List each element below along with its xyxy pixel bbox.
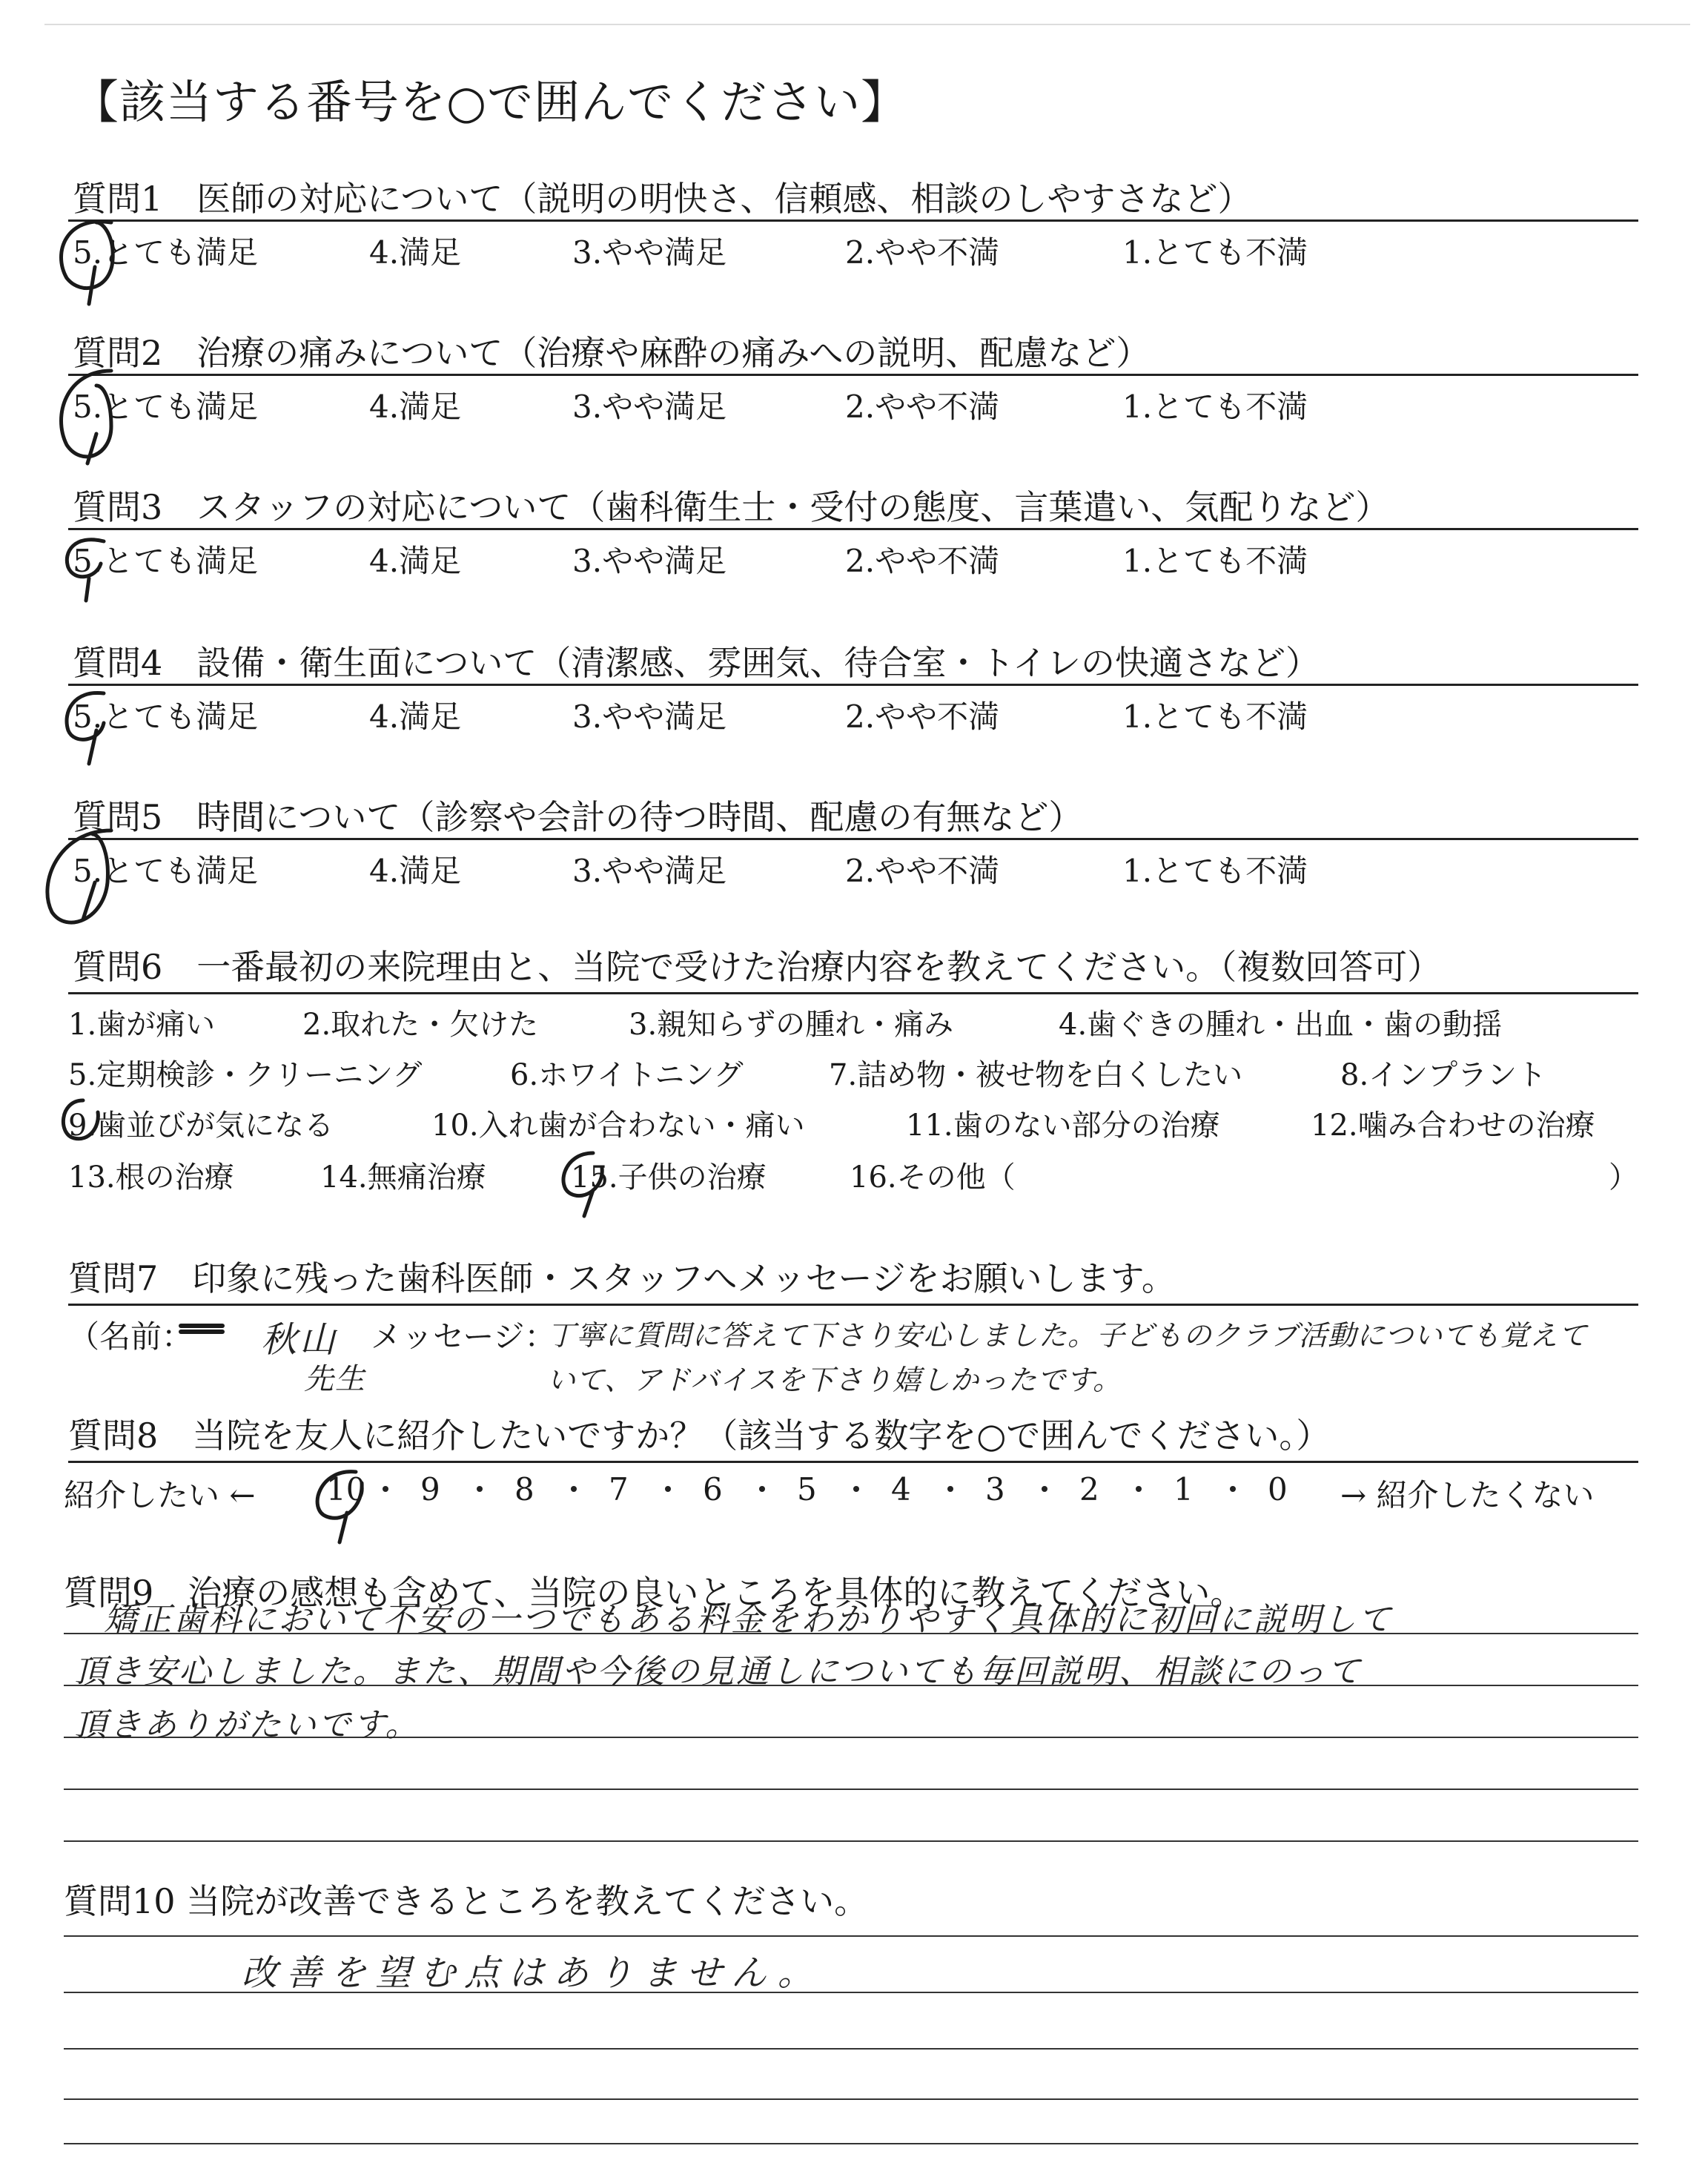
q1-option-1[interactable]: 1.とても不満	[1122, 234, 1308, 271]
q6-option-16[interactable]: 16.その他（	[850, 1160, 1016, 1195]
q9-answer-line-1: 矯正歯科において不安の一つでもある料金をわかりやすく具体的に初回に説明して	[104, 1601, 1393, 1639]
q4-option-5[interactable]: 5.とても満足	[73, 698, 259, 735]
q6-option-13[interactable]: 13.根の治療	[68, 1160, 234, 1195]
q8-scale-9[interactable]: 9	[420, 1471, 440, 1507]
q9-answer-line-3: 頂きありがたいです。	[74, 1706, 420, 1744]
q10-title: 質問10 当院が改善できるところを教えてください。	[64, 1881, 869, 1921]
q7-name-value: 秋山	[261, 1319, 339, 1361]
q2-option-2[interactable]: 2.やや不満	[845, 389, 1000, 425]
q6-option-15-circle-mark	[563, 1153, 602, 1216]
q5-option-1[interactable]: 1.とても不満	[1122, 853, 1308, 889]
q8-scale-4[interactable]: 4	[891, 1471, 911, 1507]
q1-option-2[interactable]: 2.やや不満	[845, 234, 1000, 271]
q3-option-2[interactable]: 2.やや不満	[845, 543, 1000, 579]
q8-title: 質問8 当院を友人に紹介したいですか？（該当する数字を○で囲んでください。）	[68, 1416, 1331, 1456]
q3-option-1[interactable]: 1.とても不満	[1122, 543, 1308, 579]
q7-name-value-2: 先生	[304, 1362, 366, 1396]
q2-title: 質問2 治療の痛みについて（治療や麻酔の痛みへの説明、配慮など）	[73, 333, 1151, 373]
q5-circle-mark	[47, 830, 111, 922]
q6-option-1[interactable]: 1.歯が痛い	[68, 1008, 216, 1042]
q10-answer: 改善を望む点はありません。	[242, 1952, 822, 1994]
q6-option-9-circle-mark	[63, 1100, 98, 1139]
q2-option-4[interactable]: 4.満足	[369, 389, 462, 425]
q3-option-5[interactable]: 5.とても満足	[73, 543, 259, 579]
q1-option-5[interactable]: 5.とても満足	[73, 234, 259, 271]
q4-circle-mark	[67, 693, 104, 764]
q2-option-5[interactable]: 5.とても満足	[73, 389, 259, 425]
q8-right-label: → 紹介したくない	[1340, 1477, 1595, 1513]
q5-option-5[interactable]: 5.とても満足	[73, 853, 259, 889]
q6-option-2[interactable]: 2.取れた・欠けた	[302, 1008, 539, 1042]
q8-scale-0[interactable]: 0	[1268, 1471, 1288, 1507]
q5-option-3[interactable]: 3.やや満足	[572, 853, 727, 889]
q8-scale-10[interactable]: 10	[326, 1471, 366, 1507]
q2-circle-mark	[62, 371, 112, 463]
page-header: 【該当する番号を○で囲んでください】	[73, 75, 908, 129]
q4-option-1[interactable]: 1.とても不満	[1122, 698, 1308, 735]
q8-scale-8[interactable]: 8	[514, 1471, 534, 1507]
q3-option-3[interactable]: 3.やや満足	[572, 543, 727, 579]
q7-title: 質問7 印象に残った歯科医師・スタッフへメッセージをお願いします。	[68, 1258, 1176, 1298]
q8-scale-2[interactable]: 2	[1079, 1471, 1099, 1507]
q6-option-11[interactable]: 11.歯のない部分の治療	[906, 1109, 1220, 1143]
q8-left-label: 紹介したい ←	[64, 1477, 256, 1513]
q1-option-4[interactable]: 4.満足	[369, 234, 462, 271]
q6-option-15[interactable]: 15.子供の治療	[571, 1160, 767, 1195]
q1-option-3[interactable]: 3.やや満足	[572, 234, 727, 271]
q7-message-label: メッセージ：	[371, 1318, 556, 1355]
q2-option-3[interactable]: 3.やや満足	[572, 389, 727, 425]
q8-scale-3[interactable]: 3	[985, 1471, 1005, 1507]
q6-option-7[interactable]: 7.詰め物・被せ物を白くしたい	[829, 1058, 1243, 1092]
q6-option-14[interactable]: 14.無痛治療	[320, 1160, 486, 1195]
q2-option-1[interactable]: 1.とても不満	[1122, 389, 1308, 425]
q7-message-line-2: いて、アドバイスを下さり嬉しかったです。	[547, 1364, 1122, 1396]
q5-option-4[interactable]: 4.満足	[369, 853, 462, 889]
q8-scale-7[interactable]: 7	[609, 1471, 629, 1507]
q8-scale-6[interactable]: 6	[703, 1471, 723, 1507]
q4-title: 質問4 設備・衛生面について（清潔感、雰囲気、待合室・トイレの快適さなど）	[73, 643, 1320, 683]
q4-option-3[interactable]: 3.やや満足	[572, 698, 727, 735]
q7-message-line-1: 丁寧に質問に答えて下さり安心しました。子どものクラブ活動についても覚えて	[547, 1319, 1588, 1352]
q6-option-12[interactable]: 12.噛み合わせの治療	[1311, 1109, 1595, 1143]
q1-circle-mark	[62, 222, 113, 304]
q7-name-label: （名前：	[68, 1318, 193, 1355]
q9-answer-line-2: 頂き安心しました。また、期間や今後の見通しについても毎回説明、相談にのって	[74, 1653, 1363, 1691]
q6-option-8[interactable]: 8.インプラント	[1340, 1058, 1547, 1092]
q6-option-3[interactable]: 3.親知らずの腫れ・痛み	[629, 1008, 954, 1042]
q3-circle-mark	[67, 540, 104, 601]
q8-circle-mark	[317, 1472, 362, 1542]
q5-option-2[interactable]: 2.やや不満	[845, 853, 1000, 889]
q6-option-10[interactable]: 10.入れ歯が合わない・痛い	[431, 1109, 805, 1143]
q4-option-4[interactable]: 4.満足	[369, 698, 462, 735]
q3-title: 質問3 スタッフの対応について（歯科衛生士・受付の態度、言葉遣い、気配りなど）	[73, 487, 1390, 527]
q8-scale-5[interactable]: 5	[797, 1471, 817, 1507]
q5-title: 質問5 時間について（診察や会計の待つ時間、配慮の有無など）	[73, 797, 1083, 837]
q6-option-5[interactable]: 5.定期検診・クリーニング	[68, 1058, 423, 1092]
q6-other-close-paren: ）	[1609, 1160, 1638, 1195]
q9-title: 質問9 治療の感想も含めて、当院の良いところを具体的に教えてください。	[64, 1573, 1245, 1613]
q6-option-4[interactable]: 4.歯ぐきの腫れ・出血・歯の動揺	[1059, 1008, 1503, 1042]
q1-title: 質問1 医師の対応について（説明の明快さ、信頼感、相談のしやすさなど）	[73, 179, 1252, 219]
q6-option-9[interactable]: 9.歯並びが気になる	[68, 1109, 334, 1143]
q3-option-4[interactable]: 4.満足	[369, 543, 462, 579]
q4-option-2[interactable]: 2.やや不満	[845, 698, 1000, 735]
q6-title: 質問6 一番最初の来院理由と、当院で受けた治療内容を教えてください。（複数回答可）	[73, 947, 1442, 987]
q6-option-6[interactable]: 6.ホワイトニング	[510, 1058, 744, 1092]
q8-scale-1[interactable]: 1	[1174, 1471, 1194, 1507]
